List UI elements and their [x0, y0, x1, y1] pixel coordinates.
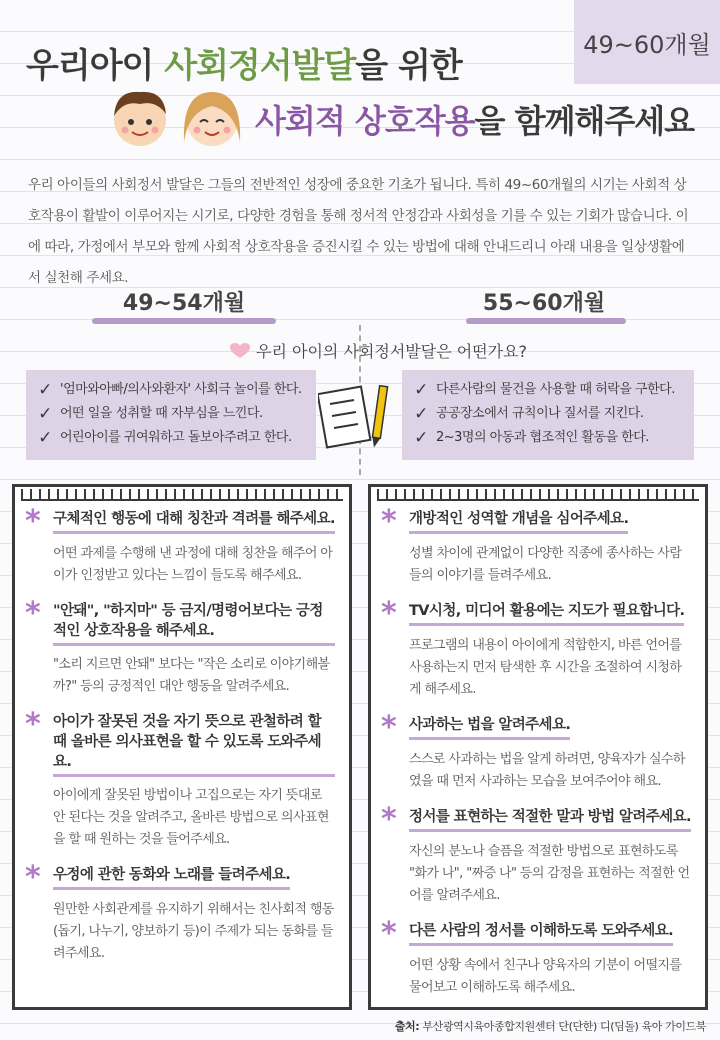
question-text: 우리 아이의 사회정서발달은 어떤가요? — [256, 342, 528, 361]
tip-body: 원만한 사회관계를 유지하기 위해서는 친사회적 행동(돕기, 나누기, 양보하기 등)이 주제가 되는 동화를 들려주세요. — [53, 902, 334, 961]
tip-title: TV시청, 미디어 활용에는 지도가 필요합니다. — [409, 601, 684, 626]
asterisk-icon: * — [25, 860, 41, 895]
tip-item — [381, 596, 691, 701]
check-item — [36, 426, 306, 450]
asterisk-icon: * — [381, 504, 397, 539]
check-icon: ✓ — [38, 380, 52, 400]
tip-title: 다른 사람의 정서를 이해하도록 도와주세요. — [409, 921, 673, 946]
source-credit — [395, 1018, 706, 1034]
check-icon: ✓ — [414, 428, 428, 448]
development-question — [230, 339, 527, 362]
asterisk-icon: * — [25, 504, 41, 539]
check-text: 공공장소에서 규칙이나 질서를 지킨다. — [436, 406, 644, 421]
tip-item — [25, 860, 335, 965]
tip-body: 어떤 과제를 수행해 낸 과정에 대해 칭찬을 해주어 아이가 인정받고 있다는 느낌이 들도록 해주세요. — [53, 546, 333, 583]
asterisk-icon: * — [381, 916, 397, 951]
tip-title: 우정에 관한 동화와 노래를 들려주세요. — [53, 865, 290, 890]
tip-title: 개방적인 성역할 개념을 심어주세요. — [409, 509, 628, 534]
tip-body: 성별 차이에 관계없이 다양한 직종에 종사하는 사람들의 이야기를 들려주세요. — [409, 546, 682, 583]
title-line-1: 우리아이 사회정서발달을 위한 — [26, 46, 462, 86]
check-text: 다른사람의 물건을 사용할 때 허락을 구한다. — [436, 382, 675, 397]
tip-item — [381, 504, 691, 587]
tip-title: 정서를 표현하는 적절한 말과 방법 알려주세요. — [409, 807, 691, 832]
check-item — [412, 402, 684, 426]
checklist-pencil-icon — [318, 380, 392, 450]
asterisk-icon: * — [381, 596, 397, 631]
right-column-heading: 55~60개월 — [482, 291, 606, 316]
tip-body: 어떤 상황 속에서 친구나 양육자의 기분이 어떨지를 물어보고 이해하도록 해주세요. — [409, 958, 682, 995]
tip-title: 구체적인 행동에 대해 칭찬과 격려를 해주세요. — [53, 509, 335, 534]
tip-body: 아이에게 잘못된 방법이나 고집으로는 자기 뜻대로 안 된다는 것을 알려주고, 올바른 방법으로 의사표현을 할 때 원하는 것을 들어주세요. — [53, 788, 329, 847]
asterisk-icon: * — [381, 802, 397, 837]
right-checklist — [402, 370, 694, 460]
tip-body: 프로그램의 내용이 아이에게 적합한지, 바른 언어를 사용하는지 먼저 탐색한 후 시간을 조절하여 시청하게 해주세요. — [409, 638, 682, 697]
title-line-2: 사회적 상호작용을 함께해주세요 — [255, 102, 695, 140]
left-heading-underline — [92, 318, 276, 324]
check-text: 2~3명의 아동과 협조적인 활동을 한다. — [436, 430, 649, 445]
left-column-heading: 49~54개월 — [122, 291, 246, 316]
check-item — [412, 378, 684, 402]
check-text: 어린아이를 귀여워하고 돌보아주려고 한다. — [60, 430, 292, 445]
source-text: 부산광역시육아종합지원센터 단(단한) 디(딤돌) 육아 가이드북 — [422, 1020, 706, 1033]
check-icon: ✓ — [38, 428, 52, 448]
check-icon: ✓ — [414, 404, 428, 424]
source-label: 출처: — [394, 1020, 420, 1033]
tip-item — [381, 802, 691, 907]
asterisk-icon: * — [381, 710, 397, 745]
tip-body: 자신의 분노나 슬픔을 적절한 방법으로 표현하도록 "화가 나", "짜증 나" 등의 감정을 표현하는 적절한 언어를 알려주세요. — [409, 844, 690, 903]
tip-title: 아이가 잘못된 것을 자기 뜻으로 관철하려 할 때 올바른 의사표현을 할 수 있도록 도와주세요. — [53, 712, 335, 777]
asterisk-icon: * — [25, 707, 41, 742]
tip-item — [381, 710, 691, 793]
check-text: 어떤 일을 성취할 때 자부심을 느낀다. — [60, 406, 263, 421]
tip-title: "안돼", "하지마" 등 금지/명령어보다는 긍정적인 상호작용을 해주세요. — [53, 601, 335, 646]
check-icon: ✓ — [38, 404, 52, 424]
check-icon: ✓ — [414, 380, 428, 400]
right-heading-underline — [466, 318, 626, 324]
tip-item — [25, 504, 335, 587]
check-text: '엄마와아빠/의사와환자' 사회극 놀이를 한다. — [60, 382, 302, 397]
notebook-spiral — [377, 489, 699, 501]
tip-body: 스스로 사과하는 법을 알게 하려면, 양육자가 실수하였을 때 먼저 사과하는 모습을 보여주어야 해요. — [409, 752, 685, 789]
check-item — [36, 378, 306, 402]
check-item — [412, 426, 684, 450]
tip-item — [381, 916, 691, 999]
age-badge: 49~60개월 — [574, 0, 720, 84]
tip-title: 사과하는 법을 알려주세요. — [409, 715, 570, 740]
left-tips-card — [12, 484, 352, 1010]
check-item — [36, 402, 306, 426]
tip-item — [25, 596, 335, 698]
intro-paragraph: 우리 아이들의 사회정서 발달은 그들의 전반적인 성장에 중요한 기초가 됩니다. 특히 49~60개월의 시기는 사회적 상호작용이 활발이 이루어지는 시기로, 다양한 경험을 통해 정서적 안정감과 사회성을 기를 수 있는 기회가 많습니다. 이에 따라, 가정에서 부모와 함께 사회적 상호작용을 증진시킬 수 있는 방법에 대해 안내드리니 아래 내용을 일상생활에서 실천해 주세요. — [28, 177, 689, 286]
children-illustration — [100, 82, 250, 150]
notebook-spiral — [21, 489, 343, 501]
right-tips-card — [368, 484, 708, 1010]
heart-icon — [230, 343, 250, 358]
asterisk-icon: * — [25, 596, 41, 631]
left-checklist — [26, 370, 316, 460]
tip-body: "소리 지르면 안돼" 보다는 "작은 소리로 이야기해볼까?" 등의 긍정적인 대안 행동을 알려주세요. — [53, 657, 330, 694]
tip-item — [25, 707, 335, 851]
